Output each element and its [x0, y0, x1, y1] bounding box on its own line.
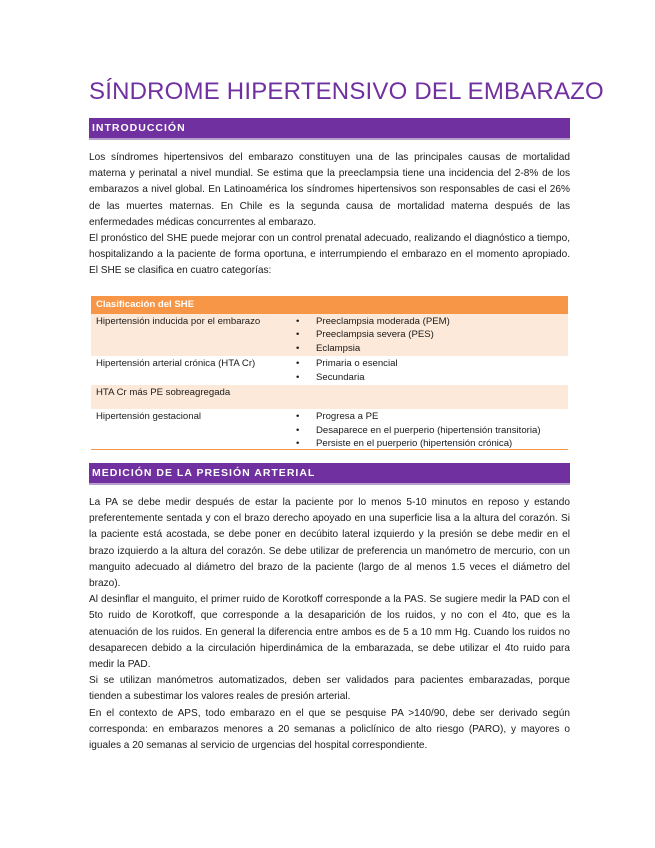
page-title: SÍNDROME HIPERTENSIVO DEL EMBARAZO [89, 78, 604, 105]
medicion-paragraph-4: En el contexto de APS, todo embarazo en el que se pesquise PA >140/90, debe ser derivado según corresponda: en embarazos menores a 20 semanas a policlínico de alto riesgo (PARO), y mayores o iguales a 20 semanas al servicio de urgencias del hospital correspondiente. [89, 707, 570, 752]
medicion-paragraph-2: Al desinflar el manguito, el primer ruido de Korotkoff corresponde a la PAS. Se sugiere medir la PAD con el 5to ruido de Korotkoff, que corresponde a la desaparición de los ruidos, y no con el 4to, que es la atenuación de los ruidos. En general la diferencia entre ambos es de 5 a 10 mm Hg. Cuando los ruidos no desaparecen debido a la circulación hiperdinámica de la embarazada, se debe utilizar el 4to ruido para medir la PAD. [89, 594, 570, 671]
medicion-paragraph-1: La PA se debe medir después de estar la paciente por lo menos 5-10 minutos en reposo y estando preferentemente sentada y con el brazo derecho apoyado en una superficie lisa a la altura del corazón. Si la paciente está acostada, se debe poner en decúbito lateral izquierdo y la presión se debe medir en el brazo izquierdo a la altura del corazón. Se debe utilizar de preferencia un manómetro de mercurio, con un manguito adecuado al diámetro del brazo de la paciente (largo de al menos 1.5 veces el diámetro del brazo). [89, 497, 570, 590]
section-heading: MEDICIÓN DE LA PRESIÓN ARTERIAL [92, 467, 316, 479]
table-row-label: Hipertensión gestacional [91, 409, 291, 452]
table-bottom-border [91, 449, 568, 450]
table-row-items [291, 314, 568, 357]
medicion-paragraph-3: Si se utilizan manómetros automatizados, deben ser validados para pacientes embarazadas, porque tienden a subestimar los valores reales de presión arterial. [89, 675, 570, 703]
list-item: • Progresa a PE [296, 410, 563, 424]
list-item: • Preeclampsia severa (PES) [296, 328, 563, 342]
intro-text [89, 150, 570, 280]
medicion-text [89, 495, 570, 754]
table-row [91, 409, 568, 452]
intro-paragraph-1: Los síndromes hipertensivos del embarazo constituyen una de las principales causas de mortalidad materna y perinatal a nivel mundial. Se estima que la preeclampsia tiene una incidencia del 2-8% de los embarazos a nivel global. En Latinoamérica los síndromes hipertensivos son responsables de casi el 26% de las muertes maternas. En Chile es la segunda causa de mortalidad materna después de las enfermedades médicas concurrentes al embarazo. [89, 152, 570, 228]
table-row-label: HTA Cr más PE sobreagregada [91, 385, 568, 409]
list-item: • Eclampsia [296, 342, 563, 356]
table-header-row [91, 296, 568, 314]
section-header-medicion [89, 463, 570, 485]
table-row-label: Hipertensión inducida por el embarazo [91, 314, 291, 357]
list-item: • Preeclampsia moderada (PEM) [296, 315, 563, 329]
classification-table [91, 296, 568, 452]
list-item: • Primaria o esencial [296, 357, 563, 371]
intro-paragraph-2: El pronóstico del SHE puede mejorar con un control prenatal adecuado, realizando el diagnóstico a tiempo, hospitalizando a la paciente de forma oportuna, e interrumpiendo el embarazo en el momento apropiado. El SHE se clasifica en cuatro categorías: [89, 233, 570, 277]
section-heading: INTRODUCCIÓN [92, 122, 186, 134]
table-row [91, 385, 568, 409]
list-item: • Persiste en el puerperio (hipertensión crónica) [296, 437, 563, 451]
table-row-label: Hipertensión arterial crónica (HTA Cr) [91, 356, 291, 385]
table-row-items [291, 409, 568, 452]
table-row [91, 314, 568, 357]
section-header-introduccion [89, 118, 570, 140]
list-item: • Desaparece en el puerperio (hipertensión transitoria) [296, 424, 563, 438]
list-item: • Secundaria [296, 371, 563, 385]
table-row-items [291, 356, 568, 385]
table-row [91, 356, 568, 385]
table-header: Clasificación del SHE [91, 296, 568, 314]
